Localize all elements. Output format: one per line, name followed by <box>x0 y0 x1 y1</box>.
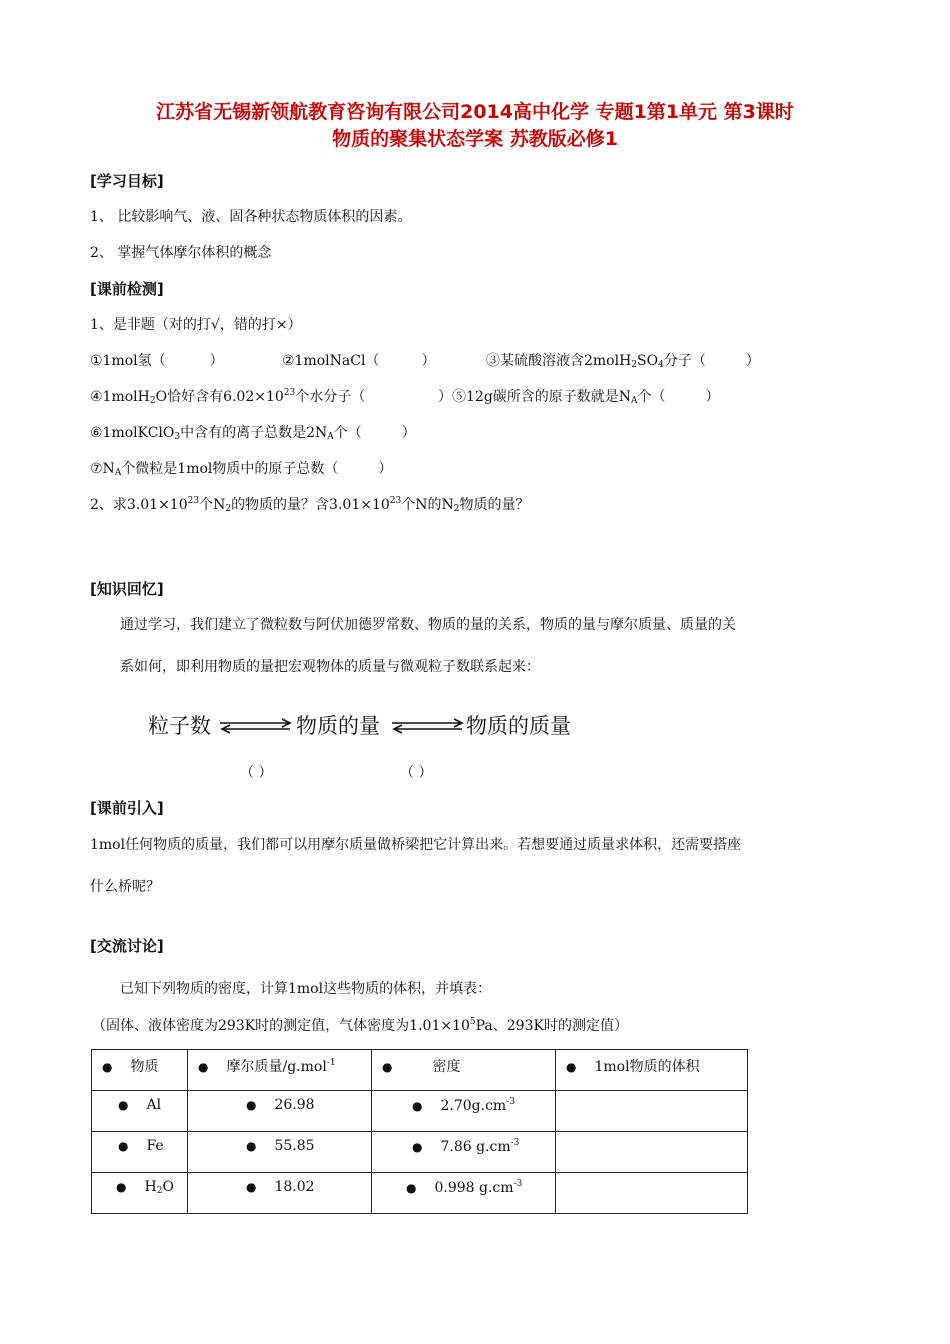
true-false-question: 1、是非题（对的打√，错的打×） <box>90 317 302 333</box>
diagram-node-amount-of-substance: 物质的量 <box>296 714 380 738</box>
cell-volume-blank[interactable] <box>556 1132 748 1173</box>
header-cell-substance: ● 物质 <box>92 1050 188 1091</box>
double-arrow-icon-2 <box>390 717 466 735</box>
section-header-review: [知识回忆] <box>90 580 164 598</box>
tf-item-5: ）⑤12g碳所含的原子数就是$N_A$个（ ） <box>438 389 720 406</box>
diagram-node-particle-count: 粒子数 <box>148 714 211 738</box>
tf-item-7: $⑦N_A$个微粒是1mol物质中的原子总数（ ） <box>90 461 393 478</box>
cell-density: ● 0.998 $g.cm^{-3}$ <box>372 1173 556 1214</box>
density-table <box>91 1049 748 1214</box>
answer-blank-1: （ ） <box>240 765 273 781</box>
table-row <box>92 1091 748 1132</box>
calculation-question: 2、求$3.01\times 10^{23}$个$N_2$的物质的量？含$3.01\times 10^{23}$个N的$N_2$物质的量？ <box>90 496 530 514</box>
goal-item-2: 2、 掌握气体摩尔体积的概念 <box>90 245 272 261</box>
table-row <box>92 1173 748 1214</box>
double-arrow-icon-1 <box>218 717 294 735</box>
discussion-paragraph-1: 已知下列物质的密度，计算1mol这些物质的体积，并填表： <box>120 981 492 997</box>
answer-blank-2: （ ） <box>400 765 433 781</box>
tf-item-2: ②1molNaCl（ ） <box>282 353 436 369</box>
header-cell-molar-mass: ● 摩尔质量/g.mol$^{-1}$ <box>188 1050 372 1091</box>
cell-volume-blank[interactable] <box>556 1173 748 1214</box>
cell-substance: ● Fe <box>92 1132 188 1173</box>
bullet-icon: ● <box>412 1140 423 1154</box>
cell-molar-mass: ● 18.02 <box>188 1173 372 1214</box>
review-paragraph-line-2: 系如何，即利用物质的量把宏观物体的质量与微观粒子数联系起来： <box>120 659 540 675</box>
header-cell-volume: ● 1mol物质的体积 <box>556 1050 748 1091</box>
page-title-line-2: 物质的聚集状态学案 苏教版必修1 <box>332 128 618 150</box>
bullet-icon: ● <box>116 1180 127 1194</box>
bullet-icon: ● <box>406 1181 417 1195</box>
section-header-goals: [学习目标] <box>90 172 164 190</box>
review-paragraph-line-1: 通过学习，我们建立了微粒数与阿伏加德罗常数、物质的量的关系，物质的量与摩尔质量、质量的关 <box>120 617 736 633</box>
bullet-icon: ● <box>382 1060 393 1074</box>
cell-volume-blank[interactable] <box>556 1091 748 1132</box>
tf-item-3: ③某硫酸溶液含$2molH_2SO_4$分子（ ） <box>486 353 760 370</box>
header-cell-density: ● 密度 <box>372 1050 556 1091</box>
discussion-paragraph-2: （固体、液体密度为293K时的测定值，气体密度为$1.01\times 10^5Pa$、293K时的测定值） <box>92 1017 628 1034</box>
bullet-icon: ● <box>198 1060 209 1074</box>
intro-paragraph-line-1: 1mol任何物质的质量，我们都可以用摩尔质量做桥梁把它计算出来。若想要通过质量求体积，还需要搭座 <box>90 837 742 853</box>
bullet-icon: ● <box>246 1098 257 1112</box>
bullet-icon: ● <box>566 1060 577 1074</box>
section-header-discussion: [交流讨论] <box>90 937 164 955</box>
cell-substance: ● $H_2O$ <box>92 1173 188 1214</box>
tf-item-4: ④1molH$_2$O恰好含有$6.02\times 10^{23}$个水分子（ <box>90 388 366 406</box>
bullet-icon: ● <box>118 1098 129 1112</box>
section-header-intro: [课前引入] <box>90 799 164 817</box>
table-row <box>92 1132 748 1173</box>
bullet-icon: ● <box>118 1139 129 1153</box>
bullet-icon: ● <box>246 1180 257 1194</box>
conversion-diagram <box>148 708 588 748</box>
page-title-line-1: 江苏省无锡新领航教育咨询有限公司2014高中化学 专题1第1单元 第3课时 <box>156 101 794 123</box>
bullet-icon: ● <box>412 1099 423 1113</box>
goal-item-1: 1、 比较影响气、液、固各种状态物质体积的因素。 <box>90 209 412 225</box>
section-header-pretest: [课前检测] <box>90 280 164 298</box>
intro-paragraph-line-2: 什么桥呢？ <box>90 879 160 895</box>
cell-density: ● 7.86 $g.cm^{-3}$ <box>372 1132 556 1173</box>
cell-molar-mass: ● 55.85 <box>188 1132 372 1173</box>
cell-molar-mass: ● 26.98 <box>188 1091 372 1132</box>
bullet-icon: ● <box>102 1060 113 1074</box>
tf-item-1: ①1mol氢（ ） <box>90 353 224 369</box>
cell-density: ● $2.70g.cm^{-3}$ <box>372 1091 556 1132</box>
bullet-icon: ● <box>246 1139 257 1153</box>
diagram-node-mass: 物质的质量 <box>466 714 571 738</box>
cell-substance: ● Al <box>92 1091 188 1132</box>
tf-item-6: ⑥1molKClO$_3$中含有的离子总数是$2N_A$个（ ） <box>90 425 416 442</box>
table-header-row <box>92 1050 748 1091</box>
